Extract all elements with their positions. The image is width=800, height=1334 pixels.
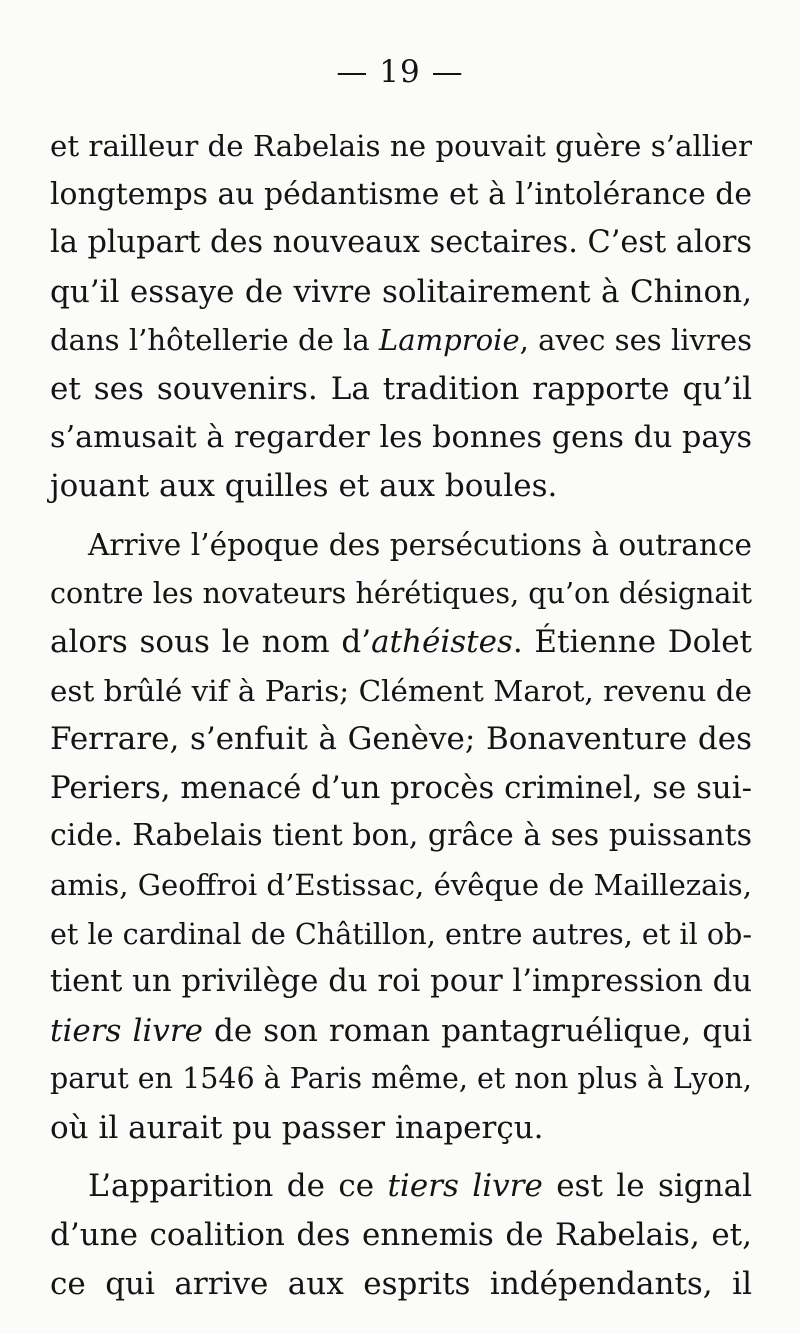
text-line xyxy=(50,171,752,220)
text-segment: est brûlé vif à Paris; Clément Marot, revenu de xyxy=(50,673,752,708)
text-segment: Ferrare, s’enfuit à Genève; Bonaventure des xyxy=(50,721,752,758)
text-line xyxy=(50,316,752,365)
paragraph xyxy=(50,1162,752,1308)
text-line xyxy=(50,1260,752,1309)
text-line xyxy=(50,958,752,1007)
text-segment: Periers, menacé d’un procès criminel, se sui- xyxy=(50,769,752,806)
text-segment: et le cardinal de Châtillon, entre autres, et il ob- xyxy=(50,916,752,951)
text-line xyxy=(50,861,752,910)
text-segment: qu’il essaye de vivre solitairement à Chinon, xyxy=(50,273,752,310)
text-line xyxy=(50,521,752,570)
text-segment: jouant aux quilles et aux boules. xyxy=(50,468,558,505)
body-text xyxy=(50,122,752,1308)
text-segment: s’amusait à regarder les bonnes gens du pays xyxy=(50,419,752,455)
text-line xyxy=(50,569,752,618)
text-line xyxy=(50,1211,752,1260)
text-line xyxy=(50,1104,752,1153)
text-line xyxy=(50,219,752,268)
text-segment: la plupart des nouveaux sectaires. C’est alors xyxy=(50,225,752,261)
text-segment: contre les novateurs hérétiques, qu’on désignait xyxy=(50,576,752,611)
paragraph-gap xyxy=(50,1152,752,1162)
text-line xyxy=(50,365,752,414)
text-line xyxy=(50,812,752,861)
text-segment: de son roman pantagruélique, qui xyxy=(203,1012,753,1049)
text-line xyxy=(50,414,752,463)
text-segment: et railleur de Rabelais ne pouvait guère s’allier xyxy=(50,129,752,163)
text-line xyxy=(50,1007,752,1056)
text-line xyxy=(50,618,752,667)
text-line xyxy=(50,268,752,317)
text-segment: amis, Geoffroi d’Estissac, évêque de Maillezais, xyxy=(50,867,752,902)
text-segment: parut en 1546 à Paris même, et non plus à Lyon, xyxy=(50,1062,752,1096)
italic-text: tiers livre xyxy=(387,1168,543,1205)
page-number: — 19 — xyxy=(336,54,464,90)
italic-text: athéistes xyxy=(371,623,513,660)
text-segment: tient un privilège du roi pour l’impression du xyxy=(50,964,752,1000)
text-segment: d’une coalition des ennemis de Rabelais, et, xyxy=(50,1217,752,1254)
text-segment: , avec ses livres xyxy=(519,323,753,358)
text-segment: est le signal xyxy=(542,1168,752,1205)
text-segment: ce qui arrive aux esprits indépendants, il xyxy=(50,1265,752,1302)
text-line xyxy=(50,764,752,813)
text-segment: cide. Rabelais tient bon, grâce à ses puissants xyxy=(50,818,752,854)
italic-text: tiers livre xyxy=(50,1012,203,1049)
text-line xyxy=(50,667,752,716)
text-line xyxy=(50,462,752,511)
text-segment: alors sous le nom d’ xyxy=(50,623,372,660)
text-segment: longtemps au pédantisme et à l’intolérance de xyxy=(50,176,752,212)
text-line xyxy=(50,1055,752,1104)
paragraph xyxy=(50,521,752,1153)
text-segment: où il aurait pu passer inaperçu. xyxy=(50,1109,544,1146)
text-segment: Arrive l’époque des persécutions à outrance xyxy=(88,527,752,562)
italic-text: Lamproie xyxy=(378,323,520,358)
paragraph-gap xyxy=(50,511,752,521)
paragraph xyxy=(50,122,752,511)
text-line xyxy=(50,910,752,959)
text-line xyxy=(50,1162,752,1211)
text-line xyxy=(50,715,752,764)
text-line xyxy=(50,122,752,171)
text-segment: et ses souvenirs. La tradition rapporte qu’il xyxy=(50,370,752,407)
text-segment: dans l’hôtellerie de la xyxy=(50,323,379,358)
text-segment: . Étienne Dolet xyxy=(512,623,752,660)
text-segment: L’apparition de ce xyxy=(88,1168,388,1205)
